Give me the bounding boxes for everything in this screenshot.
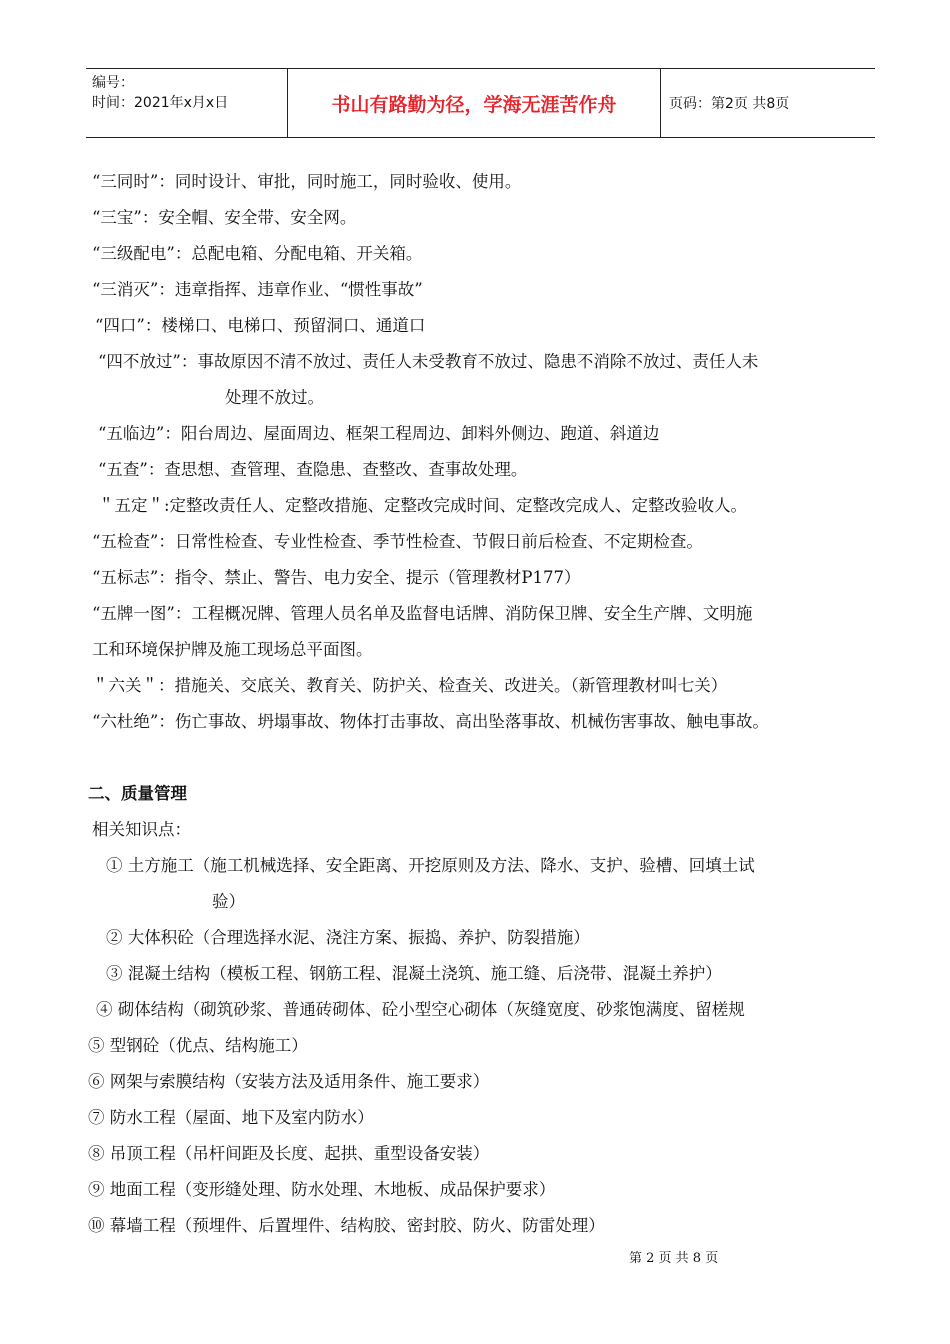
list-item: ⑥ 网架与索膜结构（安装方法及适用条件、施工要求） — [88, 1072, 490, 1091]
body-line: “五查”：查思想、查管理、查隐患、查整改、查事故处理。 — [98, 460, 528, 479]
body-line: 处理不放过。 — [225, 388, 324, 407]
body-line: “三同时”：同时设计、审批，同时施工，同时验收、使用。 — [92, 172, 522, 191]
list-item: ① 土方施工（施工机械选择、安全距离、开挖原则及方法、降水、支护、验槽、回填土试 — [106, 856, 755, 875]
body-line: “四口”：楼梯口、电梯口、预留洞口、通道口 — [95, 316, 426, 335]
list-item: ③ 混凝土结构（模板工程、钢筋工程、混凝土浇筑、施工缝、后浇带、混凝土养护） — [106, 964, 722, 983]
body-line: “五临边”：阳台周边、屋面周边、框架工程周边、卸料外侧边、跑道、斜道边 — [98, 424, 660, 443]
body-line: ＂五定＂:定整改责任人、定整改措施、定整改完成时间、定整改完成人、定整改验收人。 — [98, 496, 748, 515]
section-title: 二、质量管理 — [88, 784, 187, 803]
header-meta-cell — [86, 69, 288, 137]
body-line: “六杜绝”：伤亡事故、坍塌事故、物体打击事故、高出坠落事故、机械伤害事故、触电事故。 — [92, 712, 769, 731]
list-item: ② 大体积砼（合理选择水泥、浇注方案、振捣、养护、防裂措施） — [106, 928, 590, 947]
body-line: “五标志”：指令、禁止、警告、电力安全、提示（管理教材P177） — [92, 568, 581, 587]
list-item: ⑨ 地面工程（变形缝处理、防水处理、木地板、成品保护要求） — [88, 1180, 556, 1199]
list-item: ⑦ 防水工程（屋面、地下及室内防水） — [88, 1108, 374, 1127]
header-motto: 书山有路勤为径，学海无涯苦作舟 — [288, 69, 661, 137]
list-item: ⑧ 吊顶工程（吊杆间距及长度、起拱、重型设备安装） — [88, 1144, 490, 1163]
page-footer: 第 2 页 共 8 页 — [629, 1251, 719, 1266]
list-item: ⑩ 幕墙工程（预埋件、后置埋件、结构胶、密封胶、防火、防雷处理） — [88, 1216, 605, 1235]
header-page-number: 页码：第2页 共8页 — [669, 96, 790, 112]
body-line: ＂六关＂：措施关、交底关、教育关、防护关、检查关、改进关。（新管理教材叫七关） — [92, 676, 728, 695]
list-item: ④ 砌体结构（砌筑砂浆、普通砖砌体、砼小型空心砌体（灰缝宽度、砂浆饱满度、留槎规 — [96, 1000, 745, 1019]
section-intro: 相关知识点： — [92, 820, 191, 839]
list-item: ⑤ 型钢砼（优点、结构施工） — [88, 1036, 308, 1055]
body-line: “三宝”：安全帽、安全带、安全网。 — [92, 208, 357, 227]
body-line: “三消灭”：违章指挥、违章作业、“惯性事故” — [92, 280, 423, 299]
list-item: 验） — [212, 892, 245, 911]
header-number: 编号： — [92, 75, 134, 91]
body-line: “三级配电”：总配电箱、分配电箱、开关箱。 — [92, 244, 423, 263]
header-time: 时间：2021年x月x日 — [92, 95, 229, 111]
body-line: “四不放过”：事故原因不清不放过、责任人未受教育不放过、隐患不消除不放过、责任人未 — [98, 352, 759, 371]
page-header-table — [86, 68, 875, 138]
body-line: “五检查”：日常性检查、专业性检查、季节性检查、节假日前后检查、不定期检查。 — [92, 532, 703, 551]
body-line: “五牌一图”：工程概况牌、管理人员名单及监督电话牌、消防保卫牌、安全生产牌、文明施 — [92, 604, 753, 623]
body-line: 工和环境保护牌及施工现场总平面图。 — [92, 640, 373, 659]
